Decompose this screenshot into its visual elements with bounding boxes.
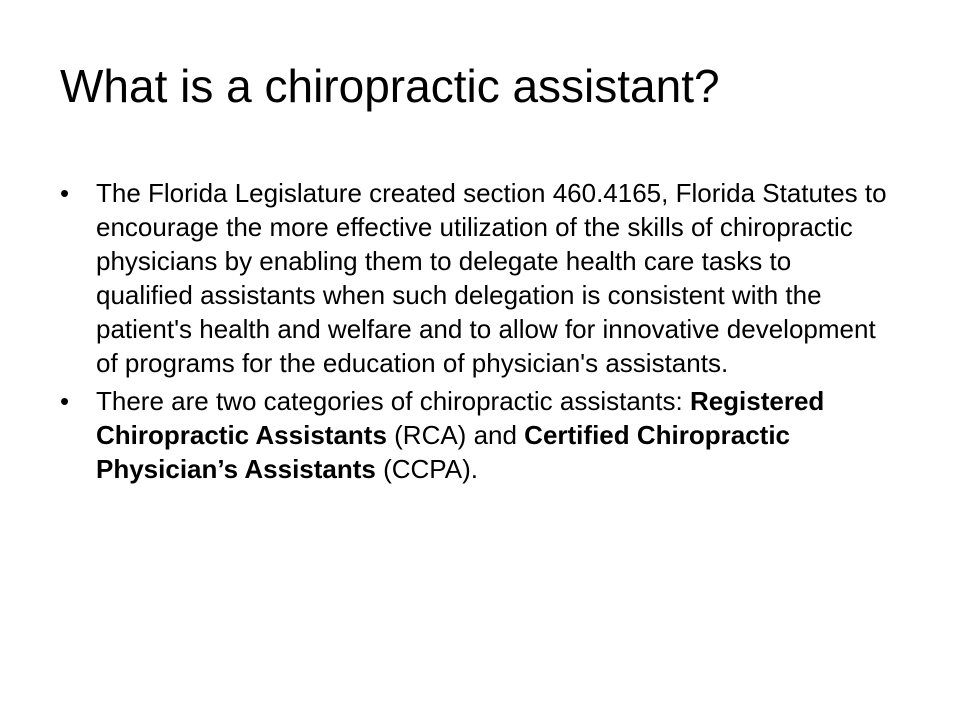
bullet-icon [60, 176, 80, 210]
bullet-item-legislature [60, 176, 890, 380]
categories-intro: There are two categories of chiropractic assistants: [96, 386, 690, 416]
term-ccpa: Certified Chiropractic Physician’s Assistants [96, 420, 790, 484]
bullet-icon [60, 384, 80, 418]
abbr-ccpa: (CCPA). [375, 454, 478, 484]
term-rca: Registered Chiropractic Assistants [96, 386, 825, 450]
slide-title: What is a chiropractic assistant? [60, 60, 720, 112]
bullet-item-categories [60, 384, 890, 486]
bullet-list [60, 176, 890, 490]
bullet-text: The Florida Legislature created section 460.4165, Florida Statutes to encourage the more effective utilization of the skills of chiropractic physicians by enabling them to delegate health care tasks to qualified assistants when such delegation is consistent with the patient's health and welfare and to allow for innovative development of programs for the education of physician's assistants. [96, 178, 887, 378]
abbr-rca: (RCA) and [386, 420, 525, 450]
